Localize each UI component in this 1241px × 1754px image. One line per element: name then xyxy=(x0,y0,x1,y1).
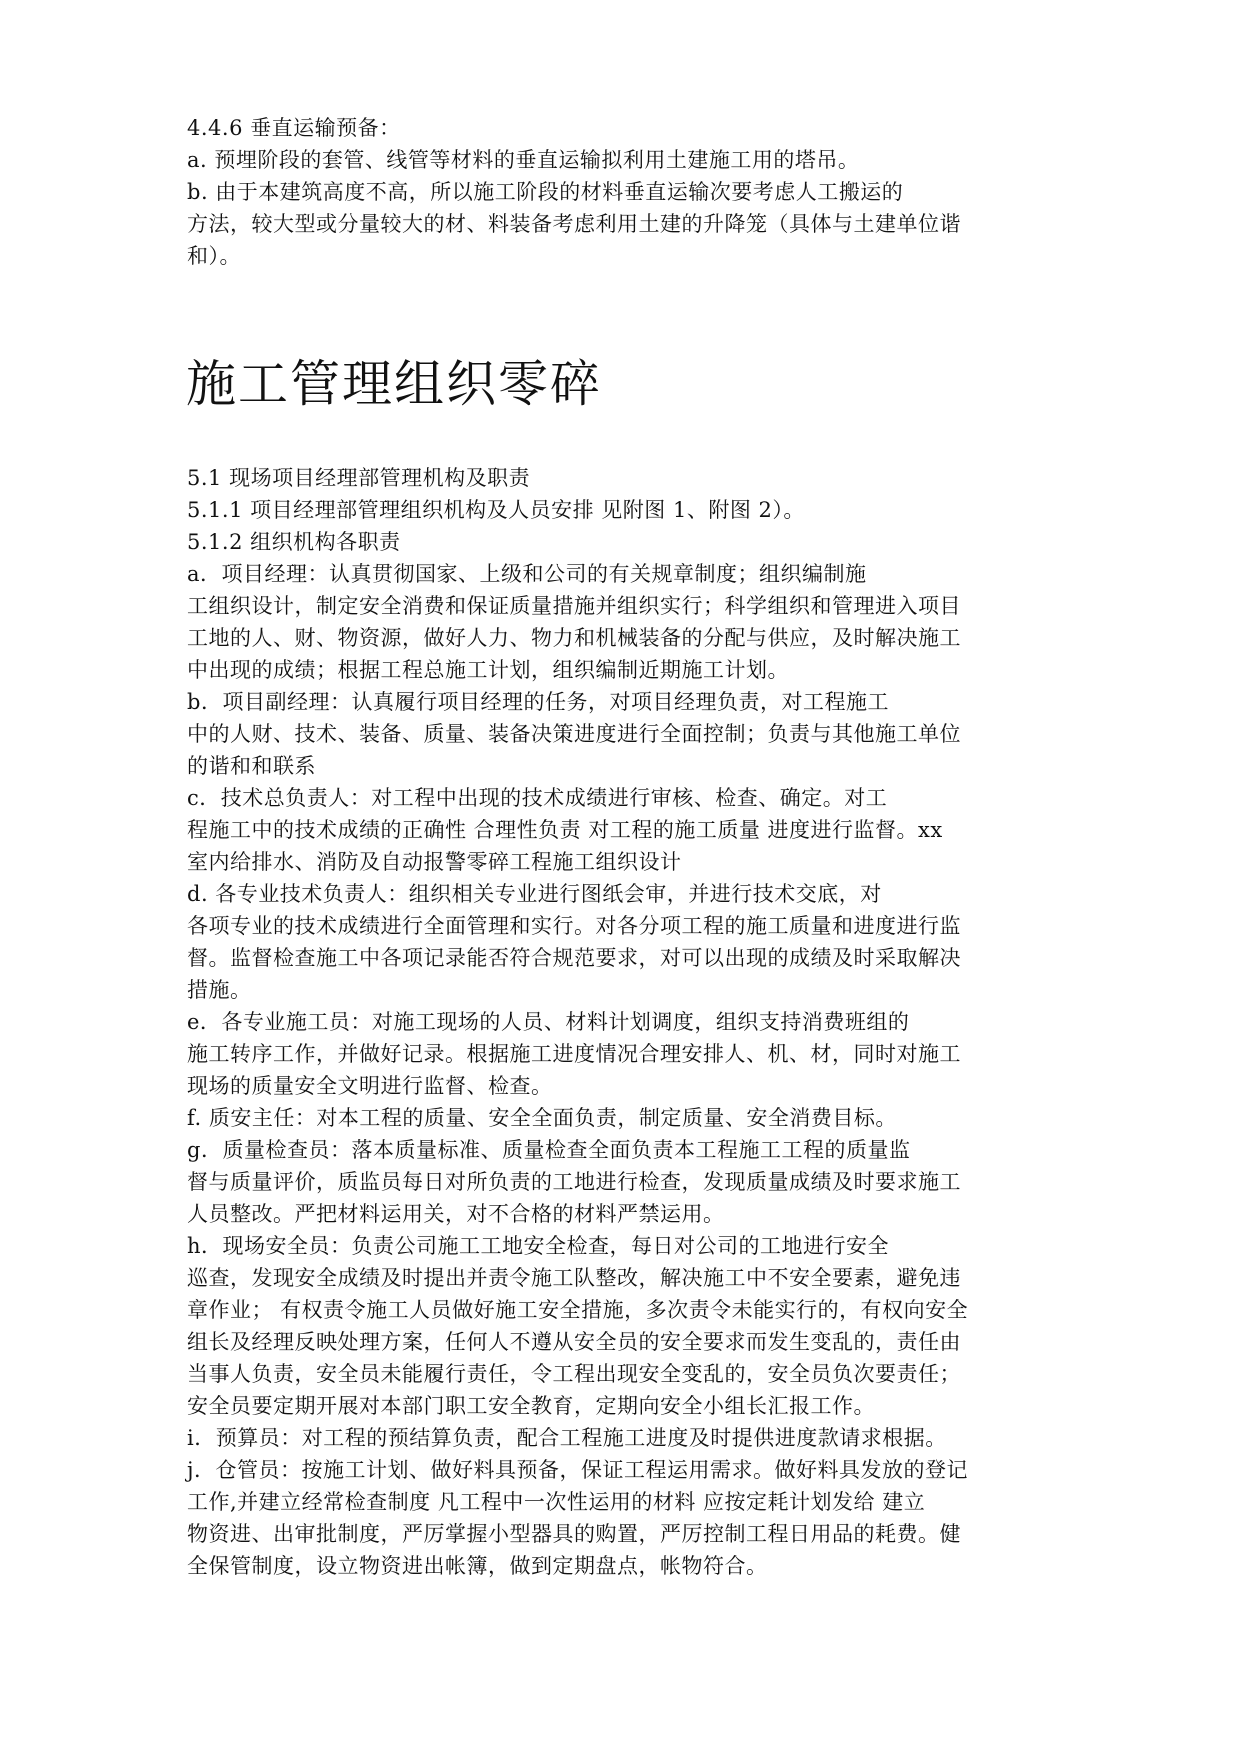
paragraph-line: 巡查，发现安全成绩及时提出并责令施工队整改，解决施工中不安全要素，避免违 xyxy=(187,1266,961,1290)
paragraph-line: 工组织设计，制定安全消费和保证质量措施并组织实行；科学组织和管理进入项目 xyxy=(187,594,961,618)
paragraph-line: 全保管制度，设立物资进出帐簿，做到定期盘点，帐物符合。 xyxy=(187,1554,768,1578)
paragraph-line: a. 预埋阶段的套管、线管等材料的垂直运输拟利用土建施工用的塔吊。 xyxy=(187,148,860,172)
paragraph-line: 施工转序工作，并做好记录。根据施工进度情况合理安排人、机、材，同时对施工 xyxy=(187,1042,961,1066)
paragraph-line: e．各专业施工员：对施工现场的人员、材料计划调度，组织支持消费班组的 xyxy=(187,1010,910,1034)
section-5-1-1-heading: 5.1.1 项目经理部管理组织机构及人员安排 见附图 1、附图 2）。 xyxy=(187,498,805,522)
paragraph-line: d. 各专业技术负责人：组织相关专业进行图纸会审，并进行技术交底，对 xyxy=(187,882,882,906)
paragraph-line: g．质量检查员：落本质量标准、质量检查全面负责本工程施工工程的质量监 xyxy=(187,1138,911,1162)
paragraph-line: j．仓管员：按施工计划、做好料具预备，保证工程运用需求。做好料具发放的登记 xyxy=(187,1458,969,1482)
paragraph-line: 工地的人、财、物资源，做好人力、物力和机械装备的分配与供应，及时解决施工 xyxy=(187,626,961,650)
paragraph-line: 组长及经理反映处理方案，任何人不遵从安全员的安全要求而发生变乱的，责任由 xyxy=(187,1330,961,1354)
paragraph-line: 方法，较大型或分量较大的材、料装备考虑利用土建的升降笼（具体与土建单位谐 xyxy=(187,212,961,236)
paragraph-line: 当事人负责，安全员未能履行责任，令工程出现安全变乱的，安全员负次要责任； xyxy=(187,1362,961,1386)
paragraph-line: 措施。 xyxy=(187,978,252,1002)
chapter-title: 施工管理组织零碎 xyxy=(186,355,602,413)
paragraph-line: 程施工中的技术成绩的正确性 合理性负责 对工程的施工质量 进度进行监督。xx xyxy=(187,818,943,842)
paragraph-line: a．项目经理：认真贯彻国家、上级和公司的有关规章制度；组织编制施 xyxy=(187,562,867,586)
paragraph-line: f. 质安主任：对本工程的质量、安全全面负责，制定质量、安全消费目标。 xyxy=(187,1106,897,1130)
section-5-1-2-heading: 5.1.2 组织机构各职责 xyxy=(187,530,401,554)
section-5-1-heading: 5.1 现场项目经理部管理机构及职责 xyxy=(187,466,531,490)
paragraph-line: 的谐和和联系 xyxy=(187,754,316,778)
paragraph-line: 中的人财、技术、装备、质量、装备决策进度进行全面控制；负责与其他施工单位 xyxy=(187,722,961,746)
paragraph-line: b．项目副经理：认真履行项目经理的任务，对项目经理负责，对工程施工 xyxy=(187,690,889,714)
paragraph-line: i．预算员：对工程的预结算负责，配合工程施工进度及时提供进度款请求根据。 xyxy=(187,1426,947,1450)
paragraph-line: 室内给排水、消防及自动报警零碎工程施工组织设计 xyxy=(187,850,682,874)
paragraph-line: 和）。 xyxy=(187,244,241,268)
section-4-4-6-heading: 4.4.6 垂直运输预备： xyxy=(187,116,401,140)
paragraph-line: 督。监督检查施工中各项记录能否符合规范要求，对可以出现的成绩及时采取解决 xyxy=(187,946,961,970)
paragraph-line: 中出现的成绩；根据工程总施工计划，组织编制近期施工计划。 xyxy=(187,658,789,682)
paragraph-line: 现场的质量安全文明进行监督、检查。 xyxy=(187,1074,553,1098)
paragraph-line: 工作,并建立经常检查制度 凡工程中一次性运用的材料 应按定耗计划发给 建立 xyxy=(187,1490,926,1514)
paragraph-line: 督与质量评价，质监员每日对所负责的工地进行检查，发现质量成绩及时要求施工 xyxy=(187,1170,961,1194)
paragraph-line: 安全员要定期开展对本部门职工安全教育，定期向安全小组长汇报工作。 xyxy=(187,1394,875,1418)
paragraph-line: 物资进、出审批制度，严厉掌握小型器具的购置，严厉控制工程日用品的耗费。健 xyxy=(187,1522,961,1546)
paragraph-line: c．技术总负责人：对工程中出现的技术成绩进行审核、检查、确定。对工 xyxy=(187,786,888,810)
paragraph-line: 人员整改。严把材料运用关，对不合格的材料严禁运用。 xyxy=(187,1202,725,1226)
paragraph-line: 章作业； 有权责令施工人员做好施工安全措施，多次责令未能实行的，有权向安全 xyxy=(187,1298,969,1322)
paragraph-line: 各项专业的技术成绩进行全面管理和实行。对各分项工程的施工质量和进度进行监 xyxy=(187,914,961,938)
paragraph-line: b. 由于本建筑高度不高，所以施工阶段的材料垂直运输次要考虑人工搬运的 xyxy=(187,180,904,204)
paragraph-line: h．现场安全员：负责公司施工工地安全检查，每日对公司的工地进行安全 xyxy=(187,1234,890,1258)
